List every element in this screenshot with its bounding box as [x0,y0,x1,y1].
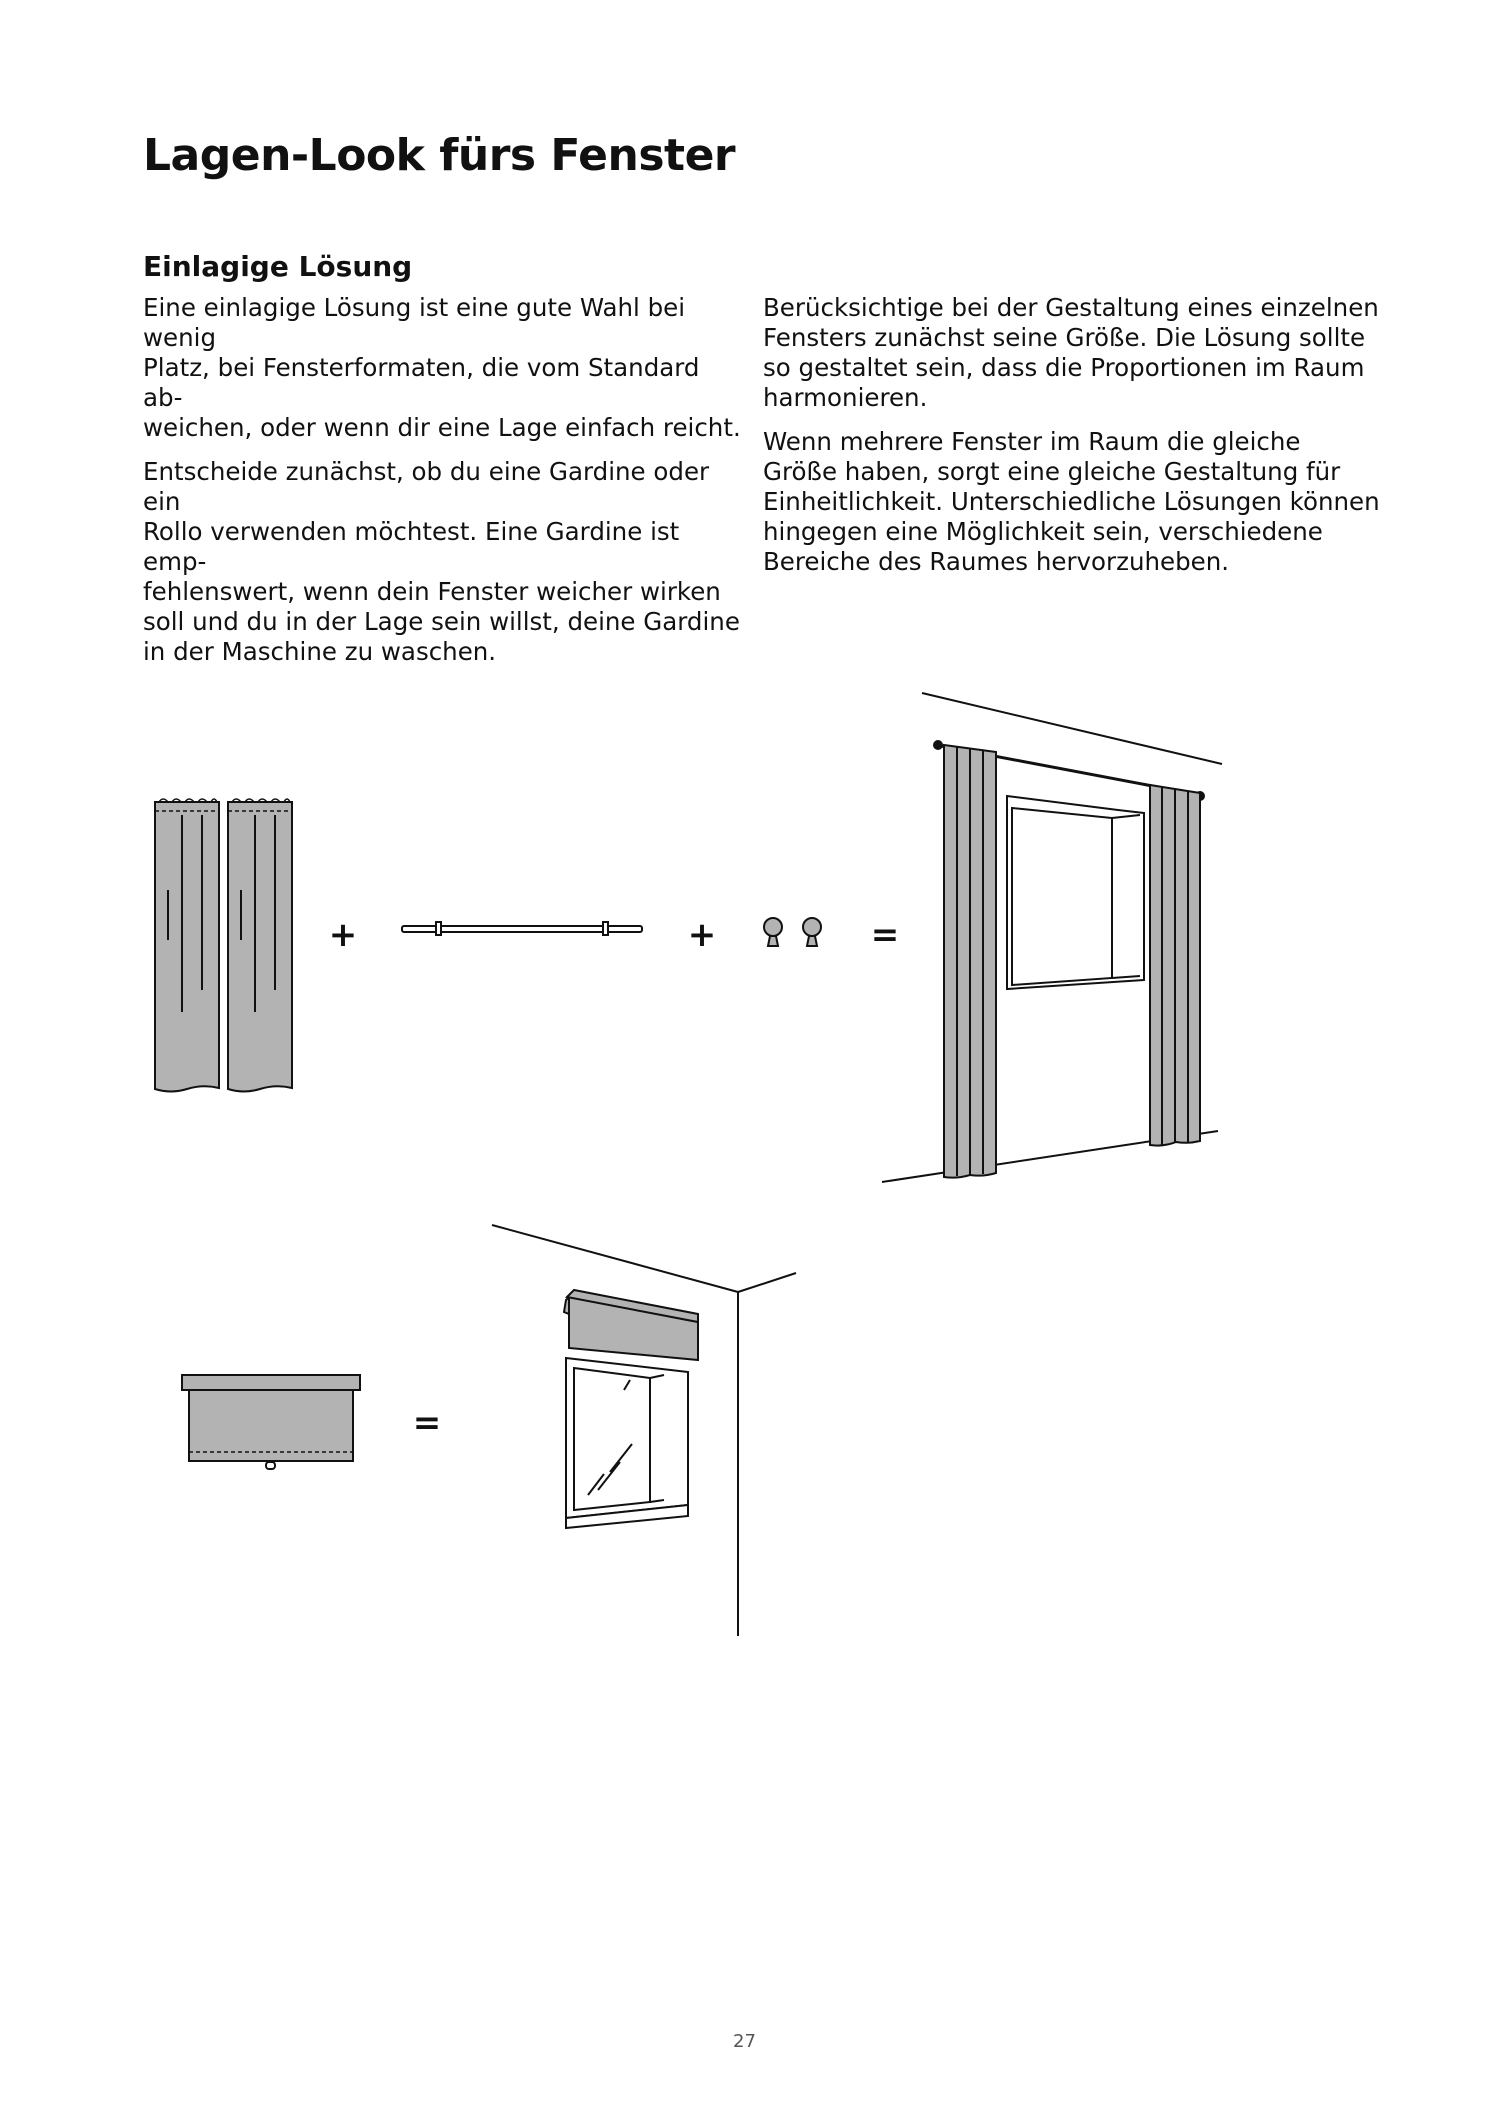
page-number: 27 [733,2031,756,2052]
right-paragraph-1: Berücksichtige bei der Gestaltung eines einzelnen Fensters zunächst seine Größe. Die Lösung sollte so gestaltet sein, dass die Proportionen im Raum harmonieren. [763,293,1379,412]
section-subtitle: Einlagige Lösung [143,250,413,283]
equals-sign-1: = [870,915,900,955]
left-paragraph-2: Entscheide zunächst, ob du eine Gardine oder ein Rollo verwenden möchtest. Eine Gardine ist emp- fehlenswert, wenn dein Fenster weicher wirken soll und du in der Lage sein willst, deine Gardine in der Maschine zu waschen. [143,457,740,666]
page-title: Lagen-Look fürs Fenster [143,130,736,181]
finials-icon [764,918,821,946]
plus-sign-1: + [328,915,358,955]
roller-blind-icon [182,1375,360,1469]
plus-sign-2: + [687,915,717,955]
curtain-panels-icon [155,799,292,1092]
window-with-blind-scene [492,1225,796,1636]
curtained-window-scene [882,693,1222,1182]
equals-sign-2: = [412,1403,442,1443]
curtain-rod-icon [402,922,642,935]
right-paragraph-2: Wenn mehrere Fenster im Raum die gleiche Größe haben, sorgt eine gleiche Gestaltung für Einheitlichkeit. Unterschiedliche Lösungen können hingegen eine Möglichkeit sein, verschiedene Bereiche des Raumes hervorzuheben. [763,427,1380,576]
left-paragraph-1: Eine einlagige Lösung ist eine gute Wahl bei wenig Platz, bei Fensterformaten, die vom Standard ab- weichen, oder wenn dir eine Lage einfach reicht. [143,293,741,442]
